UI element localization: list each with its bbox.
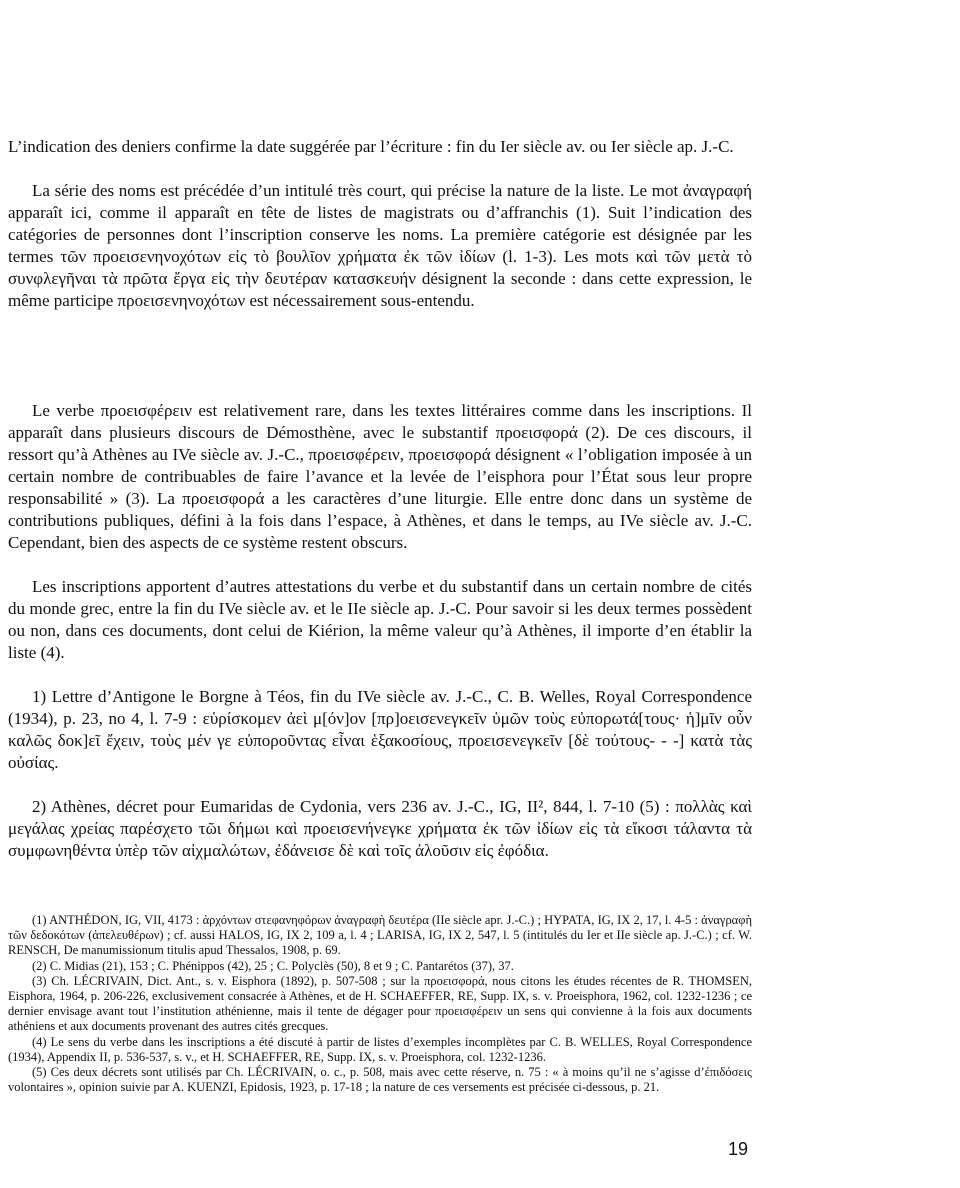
- list-item-eumaridas: 2) Athènes, décret pour Eumaridas de Cydonia, vers 236 av. J.-C., IG, II², 844, l. 7-10 (5) : πολλὰς καὶ μεγάλας χρείας παρέσχετο τῶι δήμωι καὶ προεισενήνεγκε χρήματα ἐκ τῶν ἰδίων εἰς τὰ εἴκοσι τάλαντα τὰ συμφωνηθέντα ὑπὲρ τῶν αἰχμαλώτων, ἐδάνεισε δὲ καὶ τοῖς ἀλοῦσιν εἰς ἐφόδια.: [8, 797, 752, 860]
- footnote-1: (1) ANTHÉDON, IG, VII, 4173 : ἀρχόντων στεφανηφόρων ἀναγραφὴ δευτέρα (IIe siècle apr. J.-C.) ; HYPATA, IG, IX 2, 17, l. 4-5 : ἀναγραφὴ τῶν δεδοκότων (ἀπελευθέρων) ; cf. aussi HALOS, IG, IX 2, 109 a, l. 4 ; LARISA, IG, IX 2, 547, l. 5 (intitulés du Ier et IIe siècle ap. J.-C.) ; cf. W. RENSCH, De manumissionum titulis apud Thessalos, 1908, p. 69.: [8, 913, 752, 958]
- paragraph-inscriptions: Les inscriptions apportent d’autres attestations du verbe et du substantif dans un certain nombre de cités du monde grec, entre la fin du IVe siècle av. et le IIe siècle ap. J.-C. Pour savoir si les deux termes possèdent ou non, dans ces documents, dont celui de Kiérion, la même valeur qu’à Athènes, il importe d’en établir la liste (4).: [8, 577, 752, 662]
- footnote-2: (2) C. Midias (21), 153 ; C. Phénippos (42), 25 ; C. Polyclès (50), 8 et 9 ; C. Pantarétos (37), 37.: [32, 958, 514, 973]
- footnote-4: (4) Le sens du verbe dans les inscriptions a été discuté à partir de listes d’exemples incomplètes par C. B. WELLES, Royal Correspondence (1934), Appendix II, p. 536-537, s. v., et H. SCHAEFFER, RE, Supp. IX, s. v. Proeisphora, col. 1232-1236.: [8, 1034, 752, 1064]
- paragraph-proeispherein: Le verbe προεισφέρειν est relativement rare, dans les textes littéraires comme dans les inscriptions. Il apparaît dans plusieurs discours de Démosthène, avec le substantif προεισφορά (2). De ces discours, il ressort qu’à Athènes au IVe siècle av. J.-C., προεισφέρειν, προεισφορά désignent « l’obligation imposée à un certain nombre de contribuables de faire l’avance et la levée de l’eisphora pour l’État sous leur propre responsabilité » (3). La προεισφορά a les caractères d’une liturgie. Elle entre donc dans un système de contributions publiques, défini à la fois dans l’espace, à Athènes, et dans le temps, au IVe siècle av. J.-C. Cependant, bien des aspects de ce système restent obscurs.: [8, 401, 752, 552]
- footnote-5: (5) Ces deux décrets sont utilisés par Ch. LÉCRIVAIN, o. c., p. 508, mais avec cette réserve, n. 75 : « à moins qu’il ne s’agisse d’ἐπιδόσεις volontaires », opinion suivie par A. KUENZI, Epidosis, 1923, p. 17-18 ; la nature de ces versements est précisée ci-dessous, p. 21.: [8, 1065, 752, 1095]
- paragraph-anagraphe: La série des noms est précédée d’un intitulé très court, qui précise la nature de la liste. Le mot ἀναγραφή apparaît ici, comme il apparaît en tête de listes de magistrats ou d’affranchis (1). Suit l’indication des catégories de personnes dont l’inscription conserve les noms. La première catégorie est désignée par les termes τῶν προεισενηνοχότων εἰς τὸ βουλῖον χρήματα ἐκ τῶν ἰδίων (l. 1-3). Les mots καὶ τῶν μετὰ τὸ συνφλεγῆναι τὰ πρῶτα ἔργα εἰς τὴν δευτέραν κατασκευήν désignent la seconde : dans cette expression, le même participe προεισενηνοχότων est nécessairement sous-entendu.: [8, 181, 752, 310]
- paragraph-deniers: L’indication des deniers confirme la date suggérée par l’écriture : fin du Ier siècle av. ou Ier siècle ap. J.-C.: [8, 137, 734, 156]
- footnotes: [8, 913, 752, 1095]
- page-number: 19: [727, 1139, 748, 1159]
- list-item-antigone: 1) Lettre d’Antigone le Borgne à Téos, fin du IVe siècle av. J.-C., C. B. Welles, Royal Correspondence (1934), p. 23, no 4, l. 7-9 : εὑρίσκομεν ἀεὶ μ[όν]ον [πρ]οεισενεγκεῖν ὑμῶν τοὺς εὐπορωτά[τους· ἡ]μῖν οὖν καλῶς δοκ]εῖ ἔχειν, τοὺς μέν γε εὐποροῦντας εἶναι ἑξακοσίους, προεισενεγκεῖν [δὲ τούτους- - -] κατὰ τὰς οὐσίας.: [8, 687, 752, 772]
- footnote-3: (3) Ch. LÉCRIVAIN, Dict. Ant., s. v. Eisphora (1892), p. 507-508 ; sur la προεισφορά, nous citons les études récentes de R. THOMSEN, Eisphora, 1964, p. 206-226, exclusivement consacrée à Athènes, et de H. SCHAEFFER, RE, Supp. IX, s. v. Proeisphora, 1962, col. 1232-1236 ; ce dernier envisage avant tout l’institution athénienne, mais il tente de dégager pour προεισφέρειν un sens qui convienne à la fois aux documents athéniens et aux documents provenant des autres cités grecques.: [8, 973, 752, 1034]
